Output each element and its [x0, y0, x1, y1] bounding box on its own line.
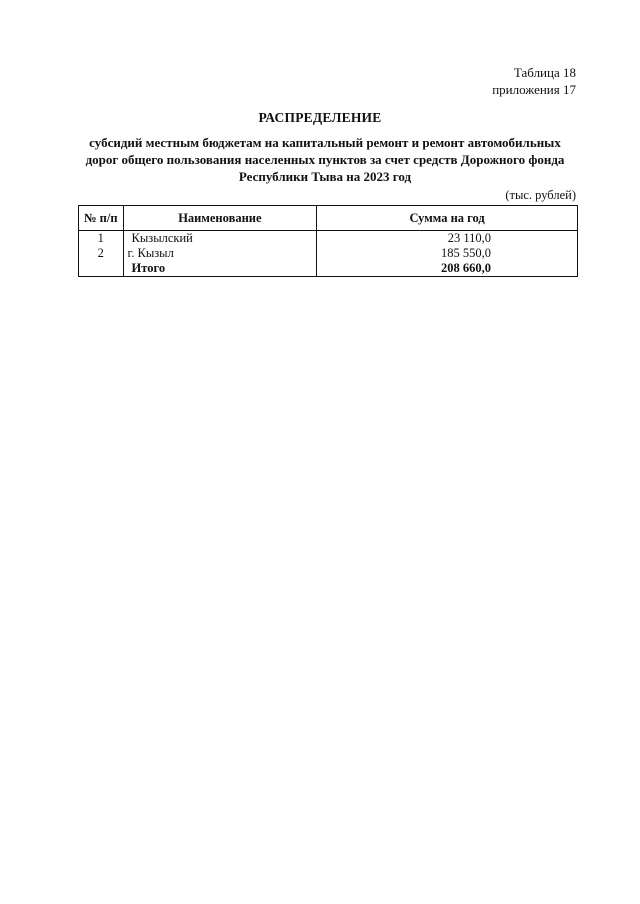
table-row: [79, 246, 578, 261]
subtitle-line: субсидий местным бюджетам на капитальный ремонт и ремонт автомобильных: [89, 135, 561, 150]
document-subtitle: [70, 134, 580, 185]
units-note: (тыс. рублей): [505, 188, 576, 202]
table-row: [79, 231, 578, 247]
column-header-sum: Сумма на год: [317, 206, 578, 231]
table-header-row: [79, 206, 578, 231]
column-header-number: № п/п: [79, 206, 124, 231]
row-sum: 23 110,0: [317, 231, 578, 247]
total-number: [79, 261, 124, 277]
document-title: РАСПРЕДЕЛЕНИЕ: [258, 110, 382, 125]
row-name: г. Кызыл: [123, 246, 317, 261]
row-name: Кызылский: [123, 231, 317, 247]
row-number: 1: [79, 231, 124, 247]
subtitle-line: дорог общего пользования населенных пунктов за счет средств Дорожного фонда: [85, 152, 565, 167]
table-total-row: [79, 261, 578, 277]
total-label: Итого: [123, 261, 317, 277]
total-sum: 208 660,0: [317, 261, 578, 277]
distribution-table: [78, 205, 578, 277]
column-header-name: Наименование: [123, 206, 317, 231]
table-reference: [492, 64, 576, 98]
row-number: 2: [79, 246, 124, 261]
row-sum: 185 550,0: [317, 246, 578, 261]
table-number-label: Таблица 18: [513, 65, 576, 80]
appendix-label: приложения 17: [492, 82, 576, 97]
subtitle-line: Республики Тыва на 2023 год: [238, 169, 412, 184]
